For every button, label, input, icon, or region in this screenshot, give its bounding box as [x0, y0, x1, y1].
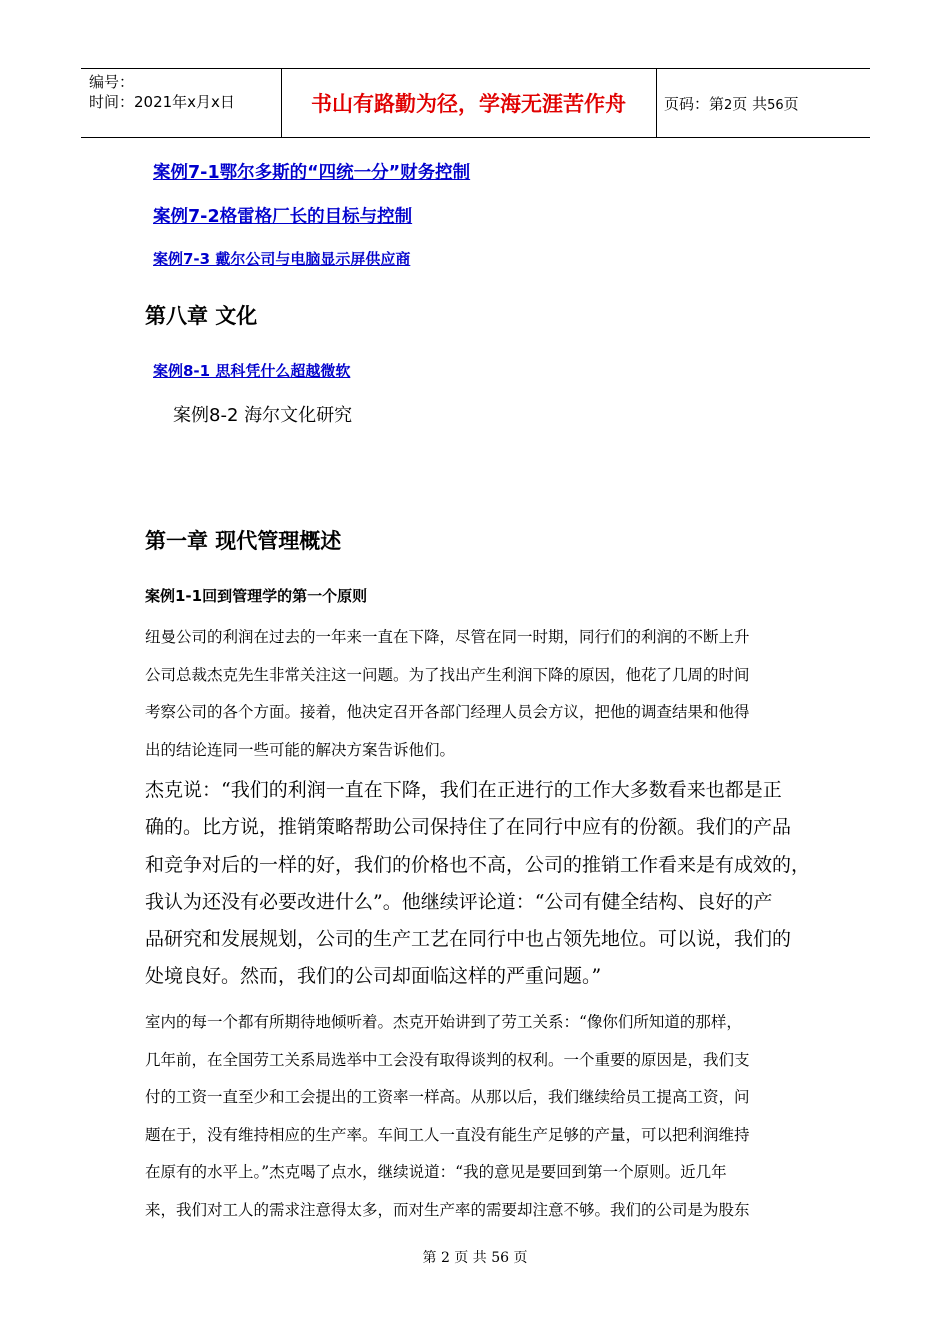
paragraph-line: 室内的每一个都有所期待地倾听着。杰克开始讲到了劳工关系：“像你们所知道的那样， [145, 1013, 742, 1031]
paragraph-line: 纽曼公司的利润在过去的一年来一直在下降，尽管在同一时期，同行们的利润的不断上升 [145, 628, 750, 646]
paragraph-line: 付的工资一直至少和工会提出的工资率一样高。从那以后，我们继续给员工提高工资，问 [145, 1088, 750, 1106]
header-page-info [664, 93, 799, 114]
toc-case-8-2: 案例8-2 海尔文化研究 [173, 405, 353, 426]
case-1-1-title: 案例1-1回到管理学的第一个原则 [145, 587, 368, 605]
chapter-1-heading: 第一章 现代管理概述 [145, 529, 342, 553]
paragraph-line: 几年前，在全国劳工关系局选举中工会没有取得谈判的权利。一个重要的原因是，我们支 [145, 1050, 750, 1069]
page-footer: 第 2 页 共 56 页 [422, 1250, 528, 1266]
header-motto: 书山有路勤为径，学海无涯苦作舟 [311, 92, 626, 116]
header-number-label: 编号： [89, 73, 135, 91]
chapter-8-heading: 第八章 文化 [145, 304, 258, 328]
paragraph-line: 和竞争对后的一样的好，我们的价格也不高，公司的推销工作看来是有成效的， [145, 853, 811, 876]
header-page-prefix: 页码：第 [664, 95, 725, 113]
page-header [81, 68, 870, 138]
paragraph-line: 我认为还没有必要改进什么”。他继续评论道：“公司有健全结构、良好的产 [145, 890, 773, 913]
paragraph-line: 出的结论连同一些可能的解决方案告诉他们。 [145, 740, 456, 759]
toc-link-case-8-1[interactable]: 案例8-1 思科凭什么超越微软 [153, 362, 351, 380]
header-page-suffix: 页 [783, 95, 799, 113]
toc-link-case-7-3[interactable]: 案例7-3 戴尔公司与电脑显示屏供应商 [153, 250, 411, 268]
paragraph-line: 考察公司的各个方面。接着，他决定召开各部门经理人员会方议，把他的调查结果和他得 [145, 703, 750, 721]
header-meta [89, 72, 235, 112]
paragraph-line: 公司总裁杰克先生非常关注这一问题。为了找出产生利润下降的原因，他花了几周的时间 [145, 665, 750, 684]
header-page-num: 2 [724, 98, 733, 113]
header-page-mid: 页 共 [732, 95, 768, 113]
paragraph-line: 品研究和发展规划，公司的生产工艺在同行中也占领先地位。可以说，我们的 [145, 928, 792, 951]
header-divider [656, 69, 657, 137]
paragraph-3 [145, 1004, 810, 1229]
paragraph-line: 在原有的水平上。”杰克喝了点水，继续说道：“我的意见是要回到第一个原则。近几年 [145, 1163, 727, 1181]
paragraph-line: 处境良好。然而，我们的公司却面临这样的严重问题。” [145, 965, 602, 988]
paragraph-line: 来，我们对工人的需求注意得太多，而对生产率的需要却注意不够。我们的公司是为股东 [145, 1200, 750, 1219]
paragraph-1 [145, 619, 810, 769]
paragraph-line: 题在于，没有维持相应的生产率。车间工人一直没有能生产足够的产量，可以把利润维持 [145, 1125, 750, 1144]
toc-link-case-7-2[interactable]: 案例7-2格雷格厂长的目标与控制 [153, 207, 413, 227]
paragraph-2 [145, 772, 810, 996]
paragraph-line: 确的。比方说，推销策略帮助公司保持住了在同行中应有的份额。我们的产品 [145, 816, 792, 839]
paragraph-line: 杰克说：“我们的利润一直在下降，我们在正进行的工作大多数看来也都是正 [145, 779, 782, 801]
header-time-label: 时间：2021年x月x日 [89, 93, 235, 111]
toc-link-case-7-1[interactable]: 案例7-1鄂尔多斯的“四统一分”财务控制 [153, 163, 471, 183]
header-page-total: 56 [767, 98, 784, 113]
